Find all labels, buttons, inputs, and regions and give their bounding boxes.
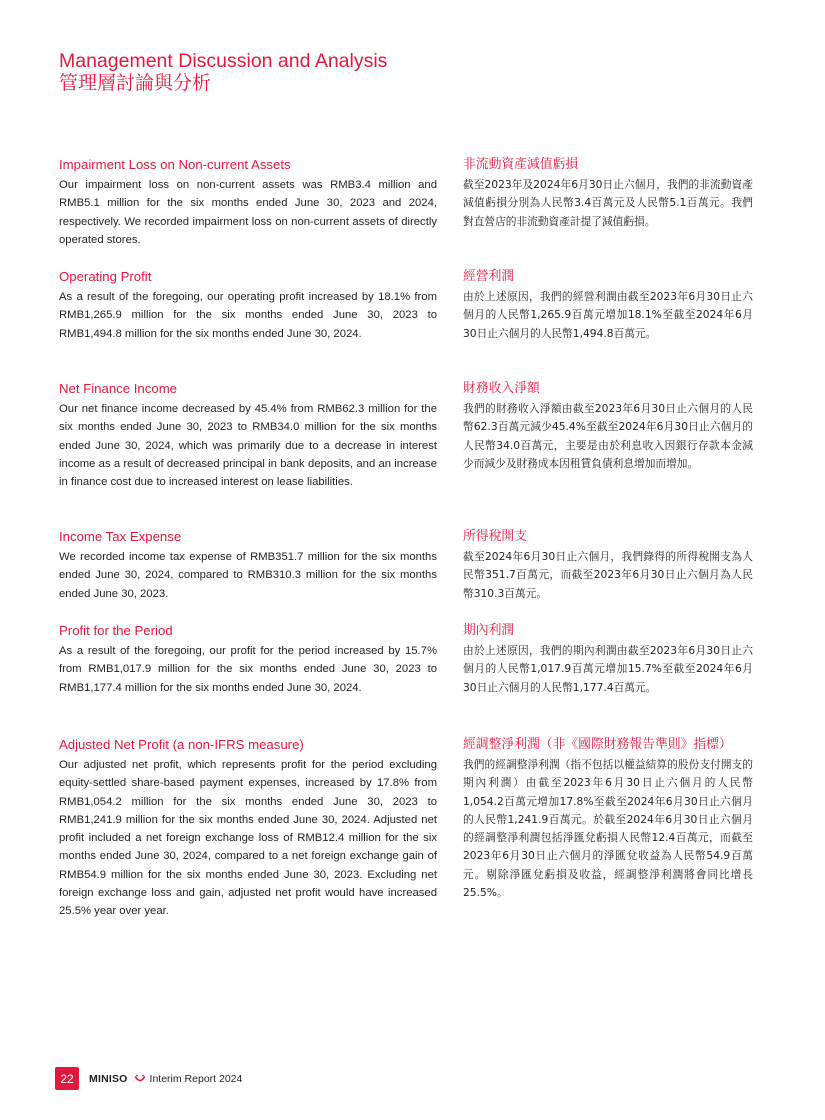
section-heading: 財務收入淨額: [463, 381, 540, 396]
page-number: 22: [55, 1067, 79, 1090]
section-operating-profit-zh: [463, 268, 753, 343]
section-heading: Net Finance Income: [59, 381, 178, 396]
section-heading: Operating Profit: [59, 269, 152, 284]
report-name: Interim Report 2024: [149, 1072, 243, 1085]
section-body: 截至2023年及2024年6月30日止六個月，我們的非流動資產減值虧損分別為人民幣3.4百萬元及人民幣5.1百萬元。我們對直營店的非流動資產計提了減值虧損。: [463, 178, 753, 228]
section-heading: Adjusted Net Profit (a non-IFRS measure): [59, 737, 304, 752]
section-body: 我們的經調整淨利潤（指不包括以權益結算的股份支付開支的期內利潤）由截至2023年6月30日止六個月的人民幣1,054.2百萬元增加17.8%至截至2024年6月30日止六個月的人民幣1,241.9百萬元。於截至2024年6月30日止六個月的經調整淨利潤包括淨匯兌虧損人民幣12.4百萬元，而截至2023年6月30日止六個月的淨匯兌收益為人民幣54.9百萬元。剔除淨匯兌虧損及收益，經調整淨利潤將會同比增長25.5%。: [463, 758, 753, 900]
section-adjusted-net-profit-zh: [463, 736, 753, 902]
section-heading: Impairment Loss on Non-current Assets: [59, 157, 291, 172]
section-profit-period-zh: [463, 622, 753, 697]
section-body: 由於上述原因，我們的經營利潤由截至2023年6月30日止六個月的人民幣1,265.9百萬元增加18.1%至截至2024年6月30日止六個月的人民幣1,494.8百萬元。: [463, 290, 753, 340]
section-body: Our impairment loss on non-current assets was RMB3.4 million and RMB5.1 million for the six months ended June 30, 2023 and 2024, respectively. We recorded impairment loss on non-current assets of directly operated stores.: [59, 179, 437, 246]
section-heading: 非流動資產減值虧損: [463, 157, 579, 172]
page-header: [59, 50, 387, 94]
section-body: We recorded income tax expense of RMB351.7 million for the six months ended June 30, 2024, compared to RMB310.3 million for the six months ended June 30, 2023.: [59, 551, 437, 600]
section-income-tax-en: [59, 528, 437, 603]
section-impairment-loss-zh: [463, 156, 753, 231]
section-income-tax-zh: [463, 528, 753, 603]
section-profit-period-en: [59, 622, 437, 697]
section-body: As a result of the foregoing, our profit for the period increased by 15.7% from RMB1,017.9 million for the six months ended June 30, 2023 to RMB1,177.4 million for the six months ended June 30, 2024.: [59, 645, 437, 694]
miniso-smile-icon: [134, 1074, 146, 1084]
section-operating-profit-en: [59, 268, 437, 343]
section-body: Our adjusted net profit, which represents profit for the period excluding equity-settled share-based payment expenses, increased by 17.8% from RMB1,054.2 million for the six months ended June 30, 2023 to RMB1,241.9 million for the six months ended June 30, 2024. Adjusted net profit included a net foreign exchange loss of RMB12.4 million for the six months ended June 30, 2024, compared to a net foreign exchange gain of RMB54.9 million for the six months ended June 30, 2023. Excluding net foreign exchange loss and gain, adjusted net profit would have increased 25.5% year over year.: [59, 759, 437, 918]
section-net-finance-income-zh: [463, 380, 753, 473]
page-title-en: Management Discussion and Analysis: [59, 50, 388, 72]
section-heading: 經調整淨利潤（非《國際財務報告準則》指標）: [463, 737, 732, 752]
section-impairment-loss-en: [59, 156, 437, 249]
section-adjusted-net-profit-en: [59, 736, 437, 921]
section-net-finance-income-en: [59, 380, 437, 491]
section-body: 由於上述原因，我們的期內利潤由截至2023年6月30日止六個月的人民幣1,017.9百萬元增加15.7%至截至2024年6月30日止六個月的人民幣1,177.4百萬元。: [463, 644, 753, 694]
section-body: 我們的財務收入淨額由截至2023年6月30日止六個月的人民幣62.3百萬元減少45.4%至截至2024年6月30日止六個月的人民幣34.0百萬元，主要是由於利息收入因銀行存款本金減少而減少及財務成本因租賃負債利息增加而增加。: [463, 402, 753, 470]
brand-name: MINISO: [89, 1072, 128, 1085]
page-title-zh: 管理層討論與分析: [59, 72, 212, 94]
section-heading: Income Tax Expense: [59, 529, 182, 544]
section-body: As a result of the foregoing, our operating profit increased by 18.1% from RMB1,265.9 million for the six months ended June 30, 2023 to RMB1,494.8 million for the six months ended June 30, 2024.: [59, 291, 437, 340]
section-heading: 經營利潤: [463, 269, 515, 284]
section-heading: 期內利潤: [463, 623, 515, 638]
page-footer: [55, 1067, 242, 1090]
section-heading: 所得稅開支: [463, 529, 527, 544]
section-heading: Profit for the Period: [59, 623, 173, 638]
section-body: Our net finance income decreased by 45.4% from RMB62.3 million for the six months ended June 30, 2023 to RMB34.0 million for the six months ended June 30, 2024, which was primarily due to a decrease in interest income as a result of decreased principal in bank deposits, and an increase in finance cost due to increased interest on lease liabilities.: [59, 403, 437, 489]
section-body: 截至2024年6月30日止六個月，我們錄得的所得稅開支為人民幣351.7百萬元，而截至2023年6月30日止六個月為人民幣310.3百萬元。: [463, 550, 753, 600]
